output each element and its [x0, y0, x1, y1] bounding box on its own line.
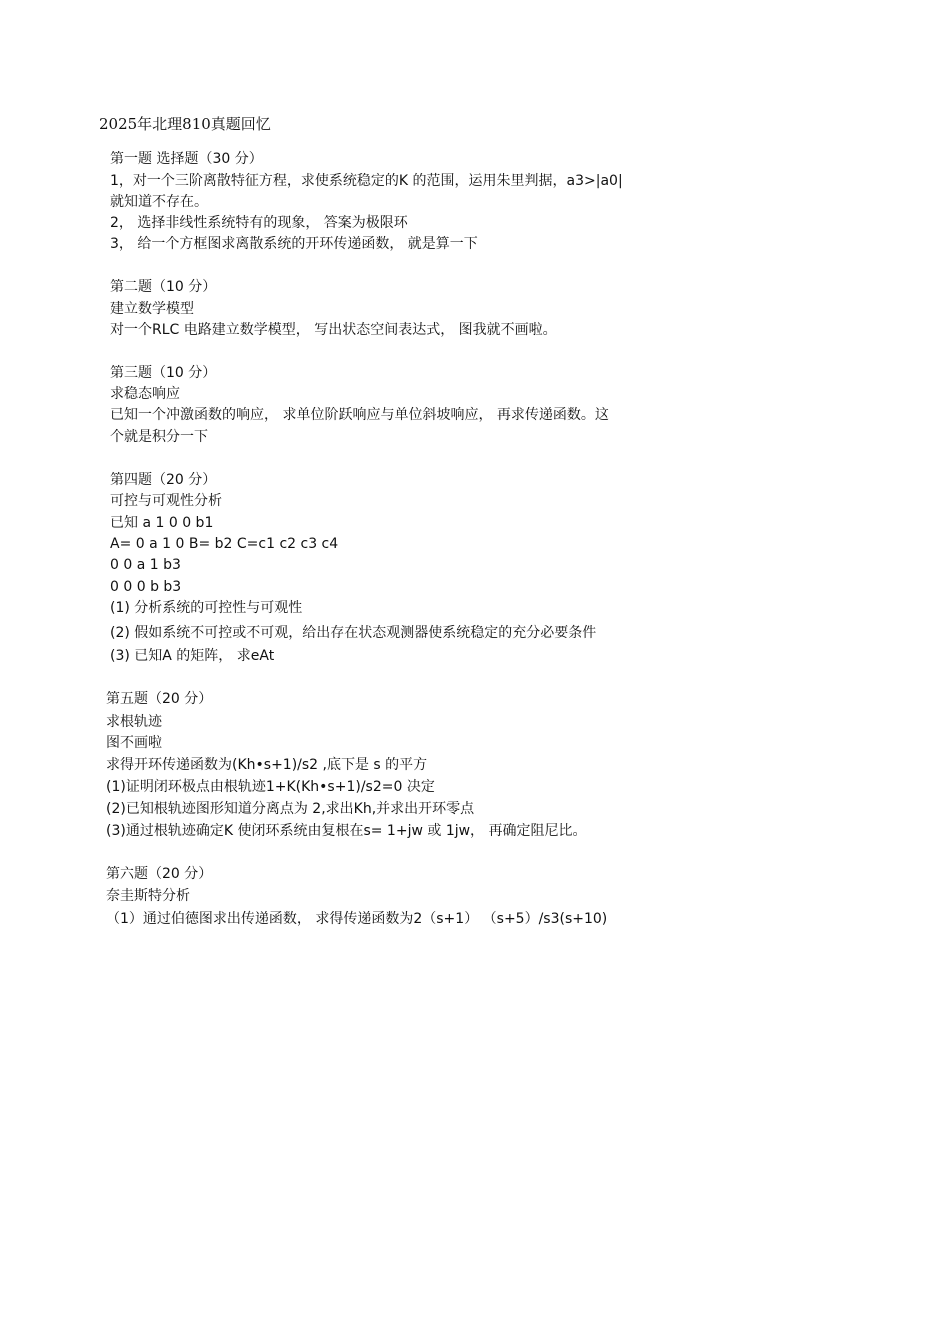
- q4-heading: 第四题（20 分）: [110, 472, 217, 488]
- q4-line3: A= 0 a 1 0 B= b2 C=c1 c2 c3 c4: [110, 536, 339, 552]
- q4-line4: 0 0 a 1 b3: [110, 557, 181, 573]
- document-title: 2025年北理810真题回忆: [99, 115, 271, 133]
- q1-line2: 就知道不存在。: [110, 194, 208, 210]
- q2-line2: 对一个RLC 电路建立数学模型， 写出状态空间表达式， 图我就不画啦。: [110, 322, 557, 338]
- q3-line1: 求稳态响应: [110, 386, 180, 402]
- q4-line1: 可控与可观性分析: [110, 493, 222, 509]
- q5-line3: 求得开环传递函数为(Kh•s+1)/s2 ,底下是 s 的平方: [106, 757, 428, 773]
- q5-line1: 求根轨迹: [106, 714, 162, 730]
- q1-heading: 第一题 选择题（30 分）: [110, 151, 263, 167]
- q6-line1: 奈圭斯特分析: [106, 888, 190, 904]
- q1-line4: 3， 给一个方框图求离散系统的开环传递函数， 就是算一下: [110, 236, 478, 252]
- q5-heading: 第五题（20 分）: [106, 691, 213, 707]
- q5-line2: 图不画啦: [106, 735, 162, 751]
- q3-line2: 已知一个冲激函数的响应， 求单位阶跃响应与单位斜坡响应， 再求传递函数。这: [110, 407, 609, 423]
- q3-line3: 个就是积分一下: [110, 429, 208, 445]
- q2-heading: 第二题（10 分）: [110, 279, 217, 295]
- q4-line2: 已知 a 1 0 0 b1: [110, 515, 214, 531]
- q6-line2: （1）通过伯德图求出传递函数， 求得传递函数为2（s+1） （s+5）/s3(s+10): [106, 911, 608, 927]
- q4-line6: (1) 分析系统的可控性与可观性: [110, 600, 303, 616]
- q4-line5: 0 0 0 b b3: [110, 579, 182, 595]
- q4-line7: (2) 假如系统不可控或不可观，给出存在状态观测器使系统稳定的充分必要条件: [110, 625, 597, 641]
- q1-line1: 1，对一个三阶离散特征方程，求使系统稳定的K 的范围，运用朱里判据，a3>|a0|: [110, 173, 623, 189]
- q2-line1: 建立数学模型: [110, 301, 194, 317]
- q5-line5: (2)已知根轨迹图形知道分离点为 2,求出Kh,并求出开环零点: [106, 801, 475, 817]
- q3-heading: 第三题（10 分）: [110, 365, 217, 381]
- q4-line8: (3) 已知A 的矩阵， 求eAt: [110, 648, 275, 664]
- q5-line4: (1)证明闭环极点由根轨迹1+K(Kh•s+1)/s2=0 决定: [106, 779, 435, 795]
- q6-heading: 第六题（20 分）: [106, 866, 213, 882]
- q5-line6: (3)通过根轨迹确定K 使闭环系统由复根在s= 1+jw 或 1jw， 再确定阻尼比。: [106, 823, 587, 839]
- q1-line3: 2， 选择非线性系统特有的现象， 答案为极限环: [110, 215, 408, 231]
